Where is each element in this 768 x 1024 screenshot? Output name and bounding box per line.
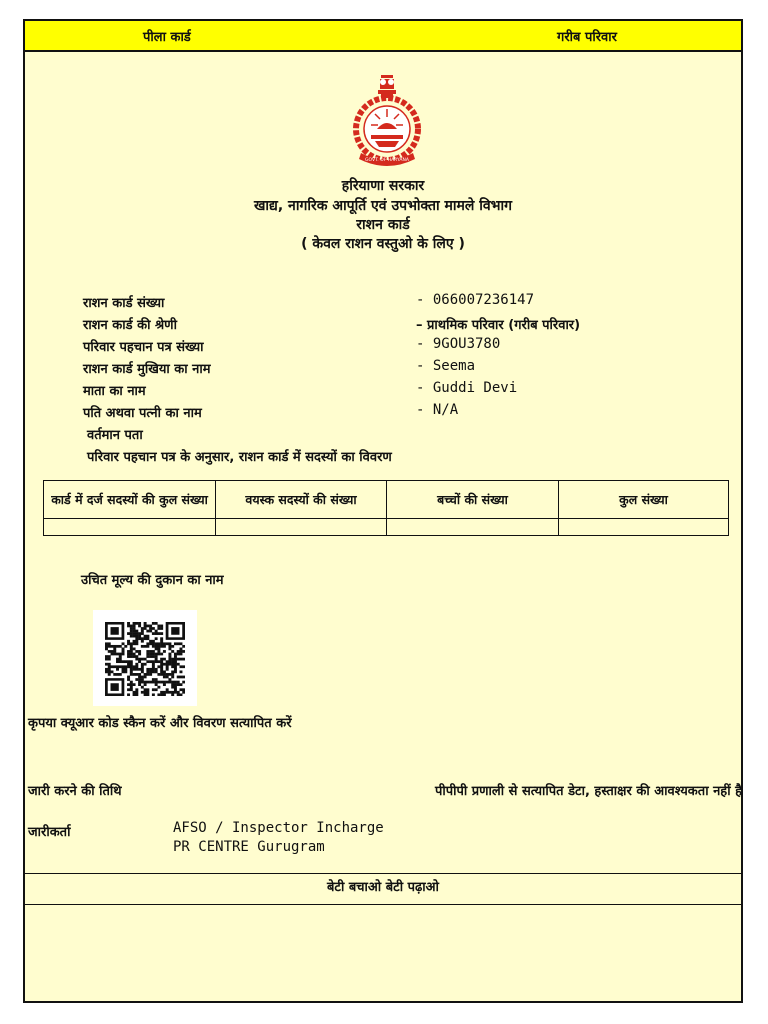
current-address-label: वर्तमान पता bbox=[87, 428, 143, 443]
members-details-heading: परिवार पहचान पत्र के अनुसार, राशन कार्ड में सदस्यों का विवरण bbox=[87, 450, 392, 465]
mother-name-value: - Guddi Devi bbox=[416, 380, 518, 396]
card-color-label: पीला कार्ड bbox=[143, 30, 191, 45]
card-header-bar bbox=[25, 21, 741, 52]
mother-name-label: माता का नाम bbox=[83, 384, 146, 399]
family-id-label: परिवार पहचान पत्र संख्या bbox=[83, 340, 204, 355]
card-category-field-value: – प्राथमिक परिवार (गरीब परिवार) bbox=[416, 318, 581, 333]
children-count-header: बच्चों की संख्या bbox=[387, 481, 559, 519]
ration-card-number-value: - 066007236147 bbox=[416, 292, 535, 308]
issuer-label: जारीकर्ता bbox=[28, 825, 71, 840]
haryana-emblem-icon bbox=[347, 71, 427, 171]
total-count-cell bbox=[559, 519, 729, 536]
head-of-family-label: राशन कार्ड मुखिया का नाम bbox=[83, 362, 211, 377]
spouse-name-label: पति अथवा पत्नी का नाम bbox=[83, 406, 202, 421]
qr-scan-instruction: कृपया क्यूआर कोड स्कैन करें और विवरण सत्यापित करें bbox=[28, 716, 292, 731]
footer-slogan: बेटी बचाओ बेटी पढ़ाओ bbox=[25, 873, 741, 905]
head-of-family-value: - Seema bbox=[416, 358, 476, 374]
emblem-ribbon-text: GOVT. OF HARYANA bbox=[365, 158, 409, 163]
document-subtitle: ( केवल राशन वस्तुओ के लिए ) bbox=[301, 236, 465, 252]
ration-card bbox=[23, 19, 743, 1003]
table-row bbox=[44, 519, 729, 536]
document-title: राशन कार्ड bbox=[356, 217, 410, 233]
issuer-office: PR CENTRE Gurugram bbox=[173, 839, 325, 855]
ration-card-number-label: राशन कार्ड संख्या bbox=[83, 296, 165, 311]
ppp-verification-note: पीपीपी प्रणाली से सत्यापित डेटा, हस्ताक्षर की आवश्यकता नहीं है bbox=[434, 784, 742, 799]
total-members-header: कार्ड में दर्ज सदस्यों की कुल संख्या bbox=[44, 481, 216, 519]
total-members-cell bbox=[44, 519, 216, 536]
card-category-field-label: राशन कार्ड की श्रेणी bbox=[83, 318, 177, 333]
adult-members-header: वयस्क सदस्यों की संख्या bbox=[216, 481, 387, 519]
members-table bbox=[43, 480, 729, 536]
children-count-cell bbox=[387, 519, 559, 536]
adult-members-cell bbox=[216, 519, 387, 536]
card-category-label: गरीब परिवार bbox=[557, 30, 617, 45]
issue-date-label: जारी करने की तिथि bbox=[28, 784, 122, 799]
state-government-title: हरियाणा सरकार bbox=[341, 178, 425, 194]
verification-qr-code[interactable] bbox=[93, 610, 197, 706]
department-title: खाद्य, नागरिक आपूर्ति एवं उपभोक्ता मामले विभाग bbox=[253, 198, 513, 214]
fair-price-shop-label: उचित मूल्य की दुकान का नाम bbox=[81, 573, 224, 588]
total-count-header: कुल संख्या bbox=[559, 481, 729, 519]
members-table-header-row bbox=[44, 481, 729, 519]
issuer-designation: AFSO / Inspector Incharge bbox=[173, 820, 384, 836]
spouse-name-value: - N/A bbox=[416, 402, 459, 418]
family-id-value: - 9GOU3780 bbox=[416, 336, 501, 352]
